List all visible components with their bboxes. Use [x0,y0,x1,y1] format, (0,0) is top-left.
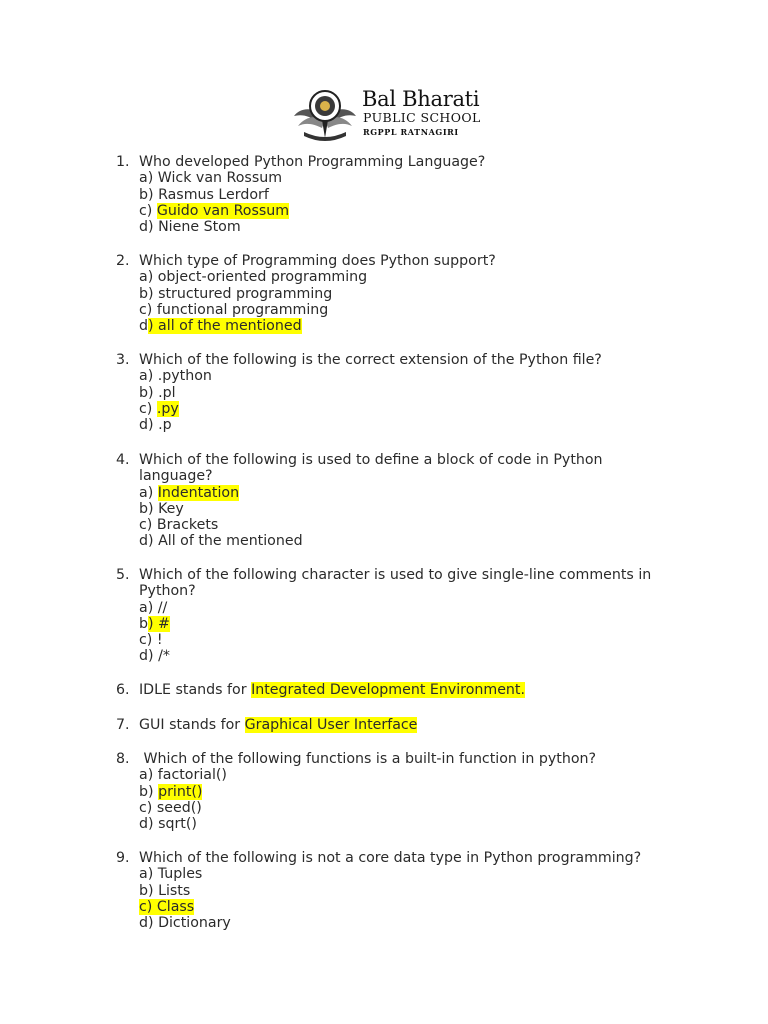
option-c: c) Brackets [139,517,219,534]
option-b: b) Rasmus Lerdorf [139,186,269,203]
school-name: Bal Bharati [362,87,480,111]
option-d: d) .p [139,417,172,434]
question-number: 7. [116,717,130,733]
option-b-answer: b) print() [139,783,203,800]
option-d-answer: d) all of the mentioned [139,318,302,335]
option-d: d) All of the mentioned [139,533,303,550]
question-number: 1. [116,154,130,170]
option-a: a) Wick van Rossum [139,170,283,187]
option-c-answer: c) .py [139,400,179,417]
school-logo [292,86,482,142]
question-text: Which of the following is the correct extension of the Python file? [139,352,602,368]
question-3 [116,352,716,433]
question-6 [116,682,716,698]
question-number: 3. [116,352,130,368]
option-a: a) factorial() [139,767,227,784]
option-a-answer: a) Indentation [139,484,240,501]
question-number: 6. [116,682,130,698]
question-text: Which of the following functions is a built-in function in python? [139,751,597,767]
question-text: Which of the following is not a core data type in Python programming? [139,850,642,866]
question-text-line-1: Which of the following character is used to give single-line comments in [139,567,652,583]
question-2 [116,253,716,334]
question-text: GUI stands for Graphical User Interface [139,717,418,733]
school-crest-icon [292,86,358,142]
option-d: d) sqrt() [139,816,197,833]
question-number: 4. [116,452,130,468]
question-8 [116,751,716,832]
option-a: a) Tuples [139,866,203,883]
option-b-answer: b) # [139,615,170,632]
school-subtitle: PUBLIC SCHOOL [363,110,481,125]
option-c: c) functional programming [139,301,329,318]
question-9 [116,850,716,931]
option-b: b) Lists [139,882,191,899]
option-d: d) /* [139,648,170,665]
question-number: 2. [116,253,130,269]
question-number: 5. [116,567,130,583]
option-b: b) .pl [139,384,176,401]
option-c: c) seed() [139,799,202,816]
option-d: d) Dictionary [139,915,231,932]
option-c-answer: c) Class [139,898,195,915]
option-c-answer: c) Guido van Rossum [139,202,290,219]
question-1 [116,154,716,235]
answer-text: Graphical User Interface [244,717,418,733]
question-text: Which type of Programming does Python support? [139,253,496,269]
option-a: a) .python [139,368,212,385]
question-number: 9. [116,850,130,866]
question-text-line-2: language? [139,468,213,485]
question-text-line-1: Which of the following is used to define a block of code in Python [139,452,603,468]
question-7 [116,717,716,733]
answer-text: Integrated Development Environment. [251,682,525,698]
option-b: b) Key [139,500,184,517]
question-5 [116,567,716,665]
school-location: RGPPL RATNAGIRI [363,127,459,137]
question-text: IDLE stands for Integrated Development Environment. [139,682,525,698]
option-b: b) structured programming [139,285,333,302]
question-text: Who developed Python Programming Language? [139,154,486,170]
option-d: d) Niene Stom [139,219,241,236]
option-a: a) // [139,599,168,616]
option-c: c) ! [139,632,163,649]
question-text-line-2: Python? [139,583,196,600]
question-number: 8. [116,751,130,767]
question-4 [116,452,716,550]
option-a: a) object-oriented programming [139,269,368,286]
